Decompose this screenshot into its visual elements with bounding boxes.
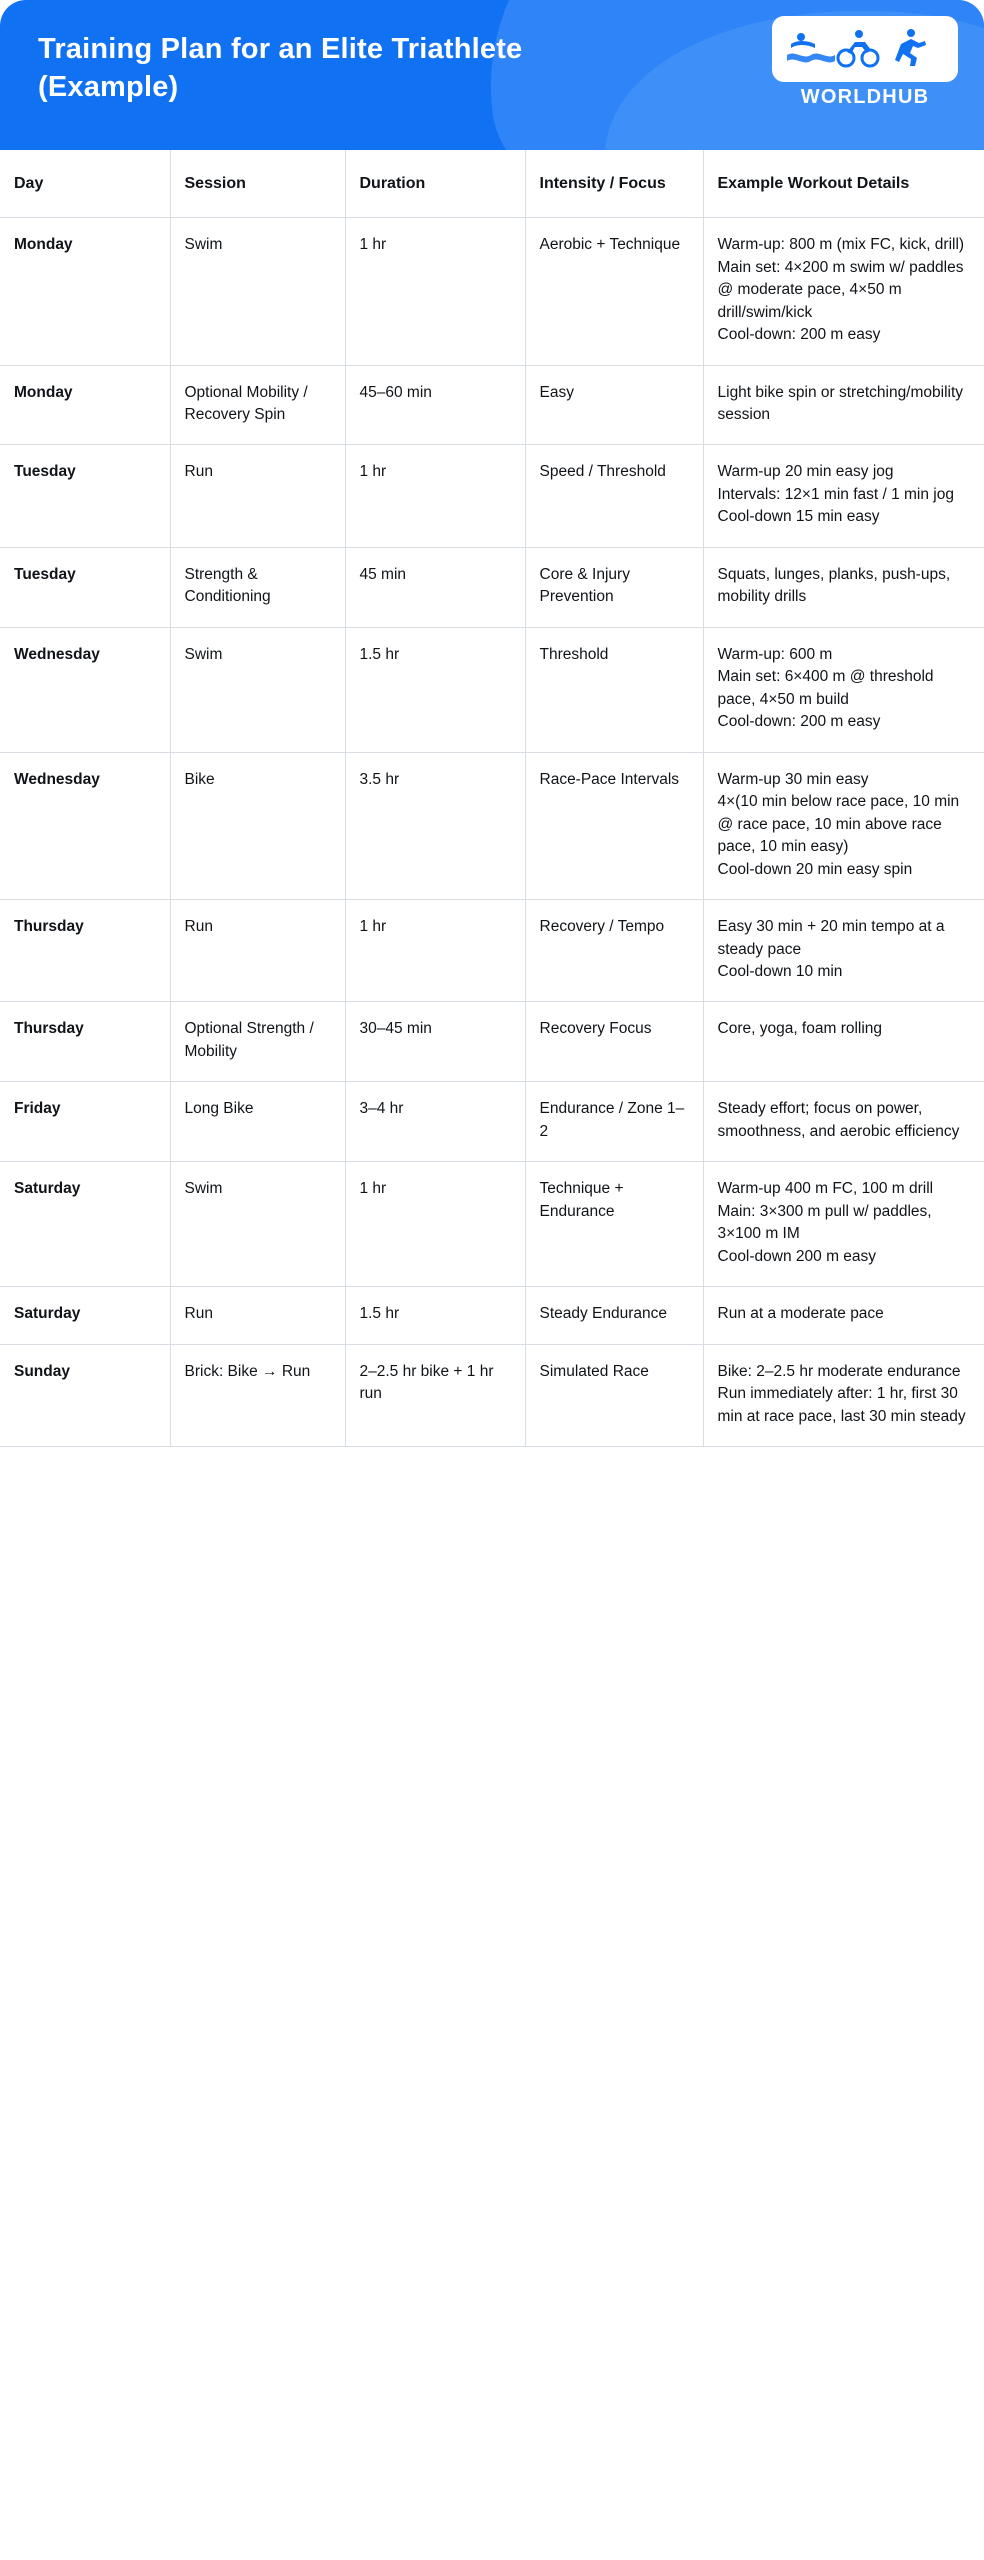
cell-details <box>703 365 984 445</box>
table-row <box>0 900 984 1002</box>
table-row <box>0 365 984 445</box>
table-body <box>0 218 984 1447</box>
detail-line: Easy 30 min + 20 min tempo at a steady pace <box>717 918 945 958</box>
detail-line: Warm-up 400 m FC, 100 m drill <box>717 1180 934 1198</box>
table-row <box>0 218 984 365</box>
cell-duration: 2–2.5 hr bike + 1 hr run <box>345 1344 525 1446</box>
column-header-details: Example Workout Details <box>703 150 984 218</box>
table-row <box>0 547 984 627</box>
cell-intensity: Easy <box>525 365 703 445</box>
detail-line: Cool-down: 200 m easy <box>717 326 881 344</box>
cell-details <box>703 547 984 627</box>
detail-line: Bike: 2–2.5 hr moderate endurance <box>717 1362 961 1380</box>
page-header <box>0 0 984 150</box>
cell-session: Long Bike <box>170 1082 345 1162</box>
cell-intensity: Race-Pace Intervals <box>525 752 703 899</box>
detail-line: Light bike spin or stretching/mobility session <box>717 383 964 423</box>
table-row <box>0 1287 984 1344</box>
cell-intensity: Simulated Race <box>525 1344 703 1446</box>
cell-day: Wednesday <box>0 752 170 899</box>
cell-duration: 1 hr <box>345 445 525 547</box>
cell-session: Optional Strength / Mobility <box>170 1002 345 1082</box>
detail-line: Main: 3×300 m pull w/ paddles, 3×100 m IM <box>717 1202 932 1243</box>
cell-session: Brick: Bike → Run <box>170 1344 345 1446</box>
detail-line: 4×(10 min below race pace, 10 min @ race pace, 10 min above race pace, 10 min easy) <box>717 793 960 856</box>
cell-duration: 45–60 min <box>345 365 525 445</box>
cell-intensity: Technique + Endurance <box>525 1162 703 1287</box>
tri-athlete-icon <box>785 22 945 80</box>
cell-session: Run <box>170 1287 345 1344</box>
detail-line: Intervals: 12×1 min fast / 1 min jog <box>717 485 954 503</box>
cell-duration: 3–4 hr <box>345 1082 525 1162</box>
cell-duration: 1 hr <box>345 1162 525 1287</box>
cell-day: Tuesday <box>0 445 170 547</box>
cell-day: Saturday <box>0 1162 170 1287</box>
table-row <box>0 445 984 547</box>
detail-line: Cool-down 20 min easy spin <box>717 860 913 878</box>
cell-details <box>703 1002 984 1082</box>
cell-day: Thursday <box>0 900 170 1002</box>
cell-day: Sunday <box>0 1344 170 1446</box>
cell-duration: 1 hr <box>345 218 525 365</box>
cell-session: Swim <box>170 1162 345 1287</box>
cell-duration: 1.5 hr <box>345 627 525 752</box>
detail-line: Cool-down: 200 m easy <box>717 713 881 731</box>
training-plan-table <box>0 150 984 1447</box>
detail-line: Warm-up: 600 m <box>717 645 833 663</box>
cell-session: Run <box>170 445 345 547</box>
cell-details <box>703 1287 984 1344</box>
table-row <box>0 627 984 752</box>
cell-details <box>703 1162 984 1287</box>
cell-day: Friday <box>0 1082 170 1162</box>
cell-details <box>703 752 984 899</box>
cell-session: Swim <box>170 218 345 365</box>
column-header-session: Session <box>170 150 345 218</box>
cell-intensity: Speed / Threshold <box>525 445 703 547</box>
cell-intensity: Threshold <box>525 627 703 752</box>
cell-intensity: Aerobic + Technique <box>525 218 703 365</box>
brand-logo <box>772 16 958 109</box>
detail-line: Squats, lunges, planks, push-ups, mobility drills <box>717 565 951 606</box>
table-row <box>0 1082 984 1162</box>
detail-line: Main set: 6×400 m @ threshold pace, 4×50 m build <box>717 668 934 708</box>
detail-line: Steady effort; focus on power, smoothness, and aerobic efficiency <box>717 1100 960 1140</box>
detail-line: Run immediately after: 1 hr, first 30 min at race pace, last 30 min steady <box>717 1385 966 1425</box>
cell-intensity: Endurance / Zone 1–2 <box>525 1082 703 1162</box>
logo-plate <box>772 16 958 82</box>
cell-details <box>703 1344 984 1446</box>
cell-day: Tuesday <box>0 547 170 627</box>
cell-session: Swim <box>170 627 345 752</box>
cell-intensity: Steady Endurance <box>525 1287 703 1344</box>
column-header-duration: Duration <box>345 150 525 218</box>
cell-duration: 1.5 hr <box>345 1287 525 1344</box>
cell-session: Run <box>170 900 345 1002</box>
table-row <box>0 1344 984 1446</box>
cell-details <box>703 627 984 752</box>
cell-details <box>703 900 984 1002</box>
page-bottom-spacer <box>0 1447 984 1461</box>
cell-session: Bike <box>170 752 345 899</box>
cell-duration: 1 hr <box>345 900 525 1002</box>
cell-session: Optional Mobility / Recovery Spin <box>170 365 345 445</box>
cell-details <box>703 218 984 365</box>
logo-wordmark: WORLDHUB <box>800 86 930 108</box>
cell-intensity: Core & Injury Prevention <box>525 547 703 627</box>
cell-intensity: Recovery Focus <box>525 1002 703 1082</box>
cell-duration: 30–45 min <box>345 1002 525 1082</box>
detail-line: Cool-down 10 min <box>717 962 843 980</box>
cell-day: Wednesday <box>0 627 170 752</box>
detail-line: Main set: 4×200 m swim w/ paddles @ moderate pace, 4×50 m drill/swim/kick <box>717 258 964 321</box>
column-header-intensity: Intensity / Focus <box>525 150 703 218</box>
cell-duration: 45 min <box>345 547 525 627</box>
table-row <box>0 752 984 899</box>
cell-intensity: Recovery / Tempo <box>525 900 703 1002</box>
detail-line: Run at a moderate pace <box>717 1305 884 1323</box>
cell-details <box>703 1082 984 1162</box>
table-header-row <box>0 150 984 218</box>
detail-line: Warm-up 30 min easy <box>717 770 869 788</box>
column-header-day: Day <box>0 150 170 218</box>
detail-line: Warm-up: 800 m (mix FC, kick, drill) <box>717 236 965 254</box>
cell-details <box>703 445 984 547</box>
table-row <box>0 1162 984 1287</box>
table-row <box>0 1002 984 1082</box>
cell-session: Strength & Conditioning <box>170 547 345 627</box>
cell-day: Monday <box>0 218 170 365</box>
cell-duration: 3.5 hr <box>345 752 525 899</box>
cell-day: Saturday <box>0 1287 170 1344</box>
detail-line: Cool-down 15 min easy <box>717 508 880 526</box>
cell-day: Thursday <box>0 1002 170 1082</box>
page-title: Training Plan for an Elite Triathlete (Example) <box>38 33 523 104</box>
detail-line: Core, yoga, foam rolling <box>717 1020 883 1038</box>
detail-line: Warm-up 20 min easy jog <box>717 463 894 481</box>
cell-day: Monday <box>0 365 170 445</box>
detail-line: Cool-down 200 m easy <box>717 1247 877 1265</box>
